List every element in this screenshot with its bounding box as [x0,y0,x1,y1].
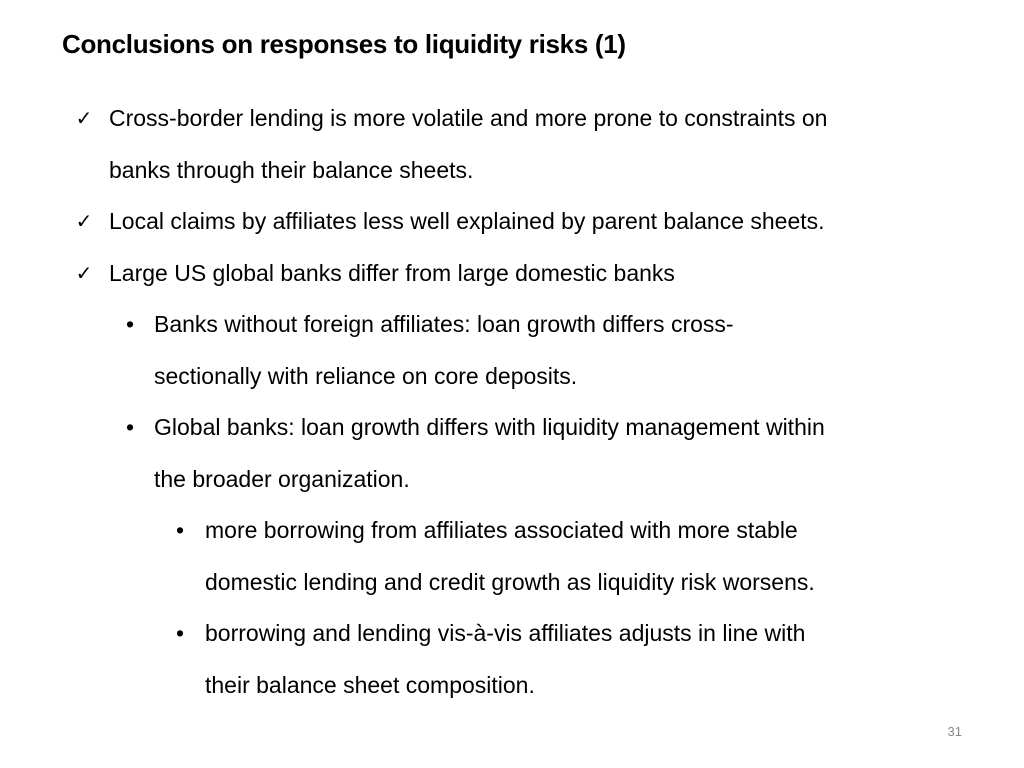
list-item [0,196,1024,248]
item-line: the broader organization. [154,465,410,492]
bullet-icon: • [125,414,135,440]
item-line: more borrowing from affiliates associated with more stable [205,517,798,543]
checkmark-icon: ✓ [75,260,93,285]
item-line: domestic lending and credit growth as liquidity risk worsens. [205,568,815,595]
item-line: Local claims by affiliates less well explained by parent balance sheets. [109,208,825,234]
list-item [0,402,1024,505]
item-line: Large US global banks differ from large domestic banks [109,259,675,286]
list-item [0,93,1024,196]
page-number: 31 [947,724,962,739]
item-line: banks through their balance sheets. [109,156,474,183]
list-item [0,248,1024,300]
bullet-icon: • [125,311,135,337]
bullet-icon: • [175,517,185,543]
bullet-icon: • [175,620,185,646]
checkmark-icon: ✓ [75,106,93,130]
item-line: Cross-border lending is more volatile and more prone to constraints on [109,105,828,131]
list-item [0,608,1024,711]
list-item [0,505,1024,608]
item-line: sectionally with reliance on core deposits. [154,362,578,389]
item-line: Banks without foreign affiliates: loan growth differs cross- [154,311,734,337]
item-line: their balance sheet composition. [205,671,535,698]
slide-title: Conclusions on responses to liquidity risks (1) [62,29,626,59]
item-line: Global banks: loan growth differs with liquidity management within [154,414,825,440]
checkmark-icon: ✓ [75,209,93,233]
item-line: borrowing and lending vis-à-vis affiliates adjusts in line with [205,620,806,646]
bullet-list [0,93,1024,711]
list-item [0,299,1024,402]
